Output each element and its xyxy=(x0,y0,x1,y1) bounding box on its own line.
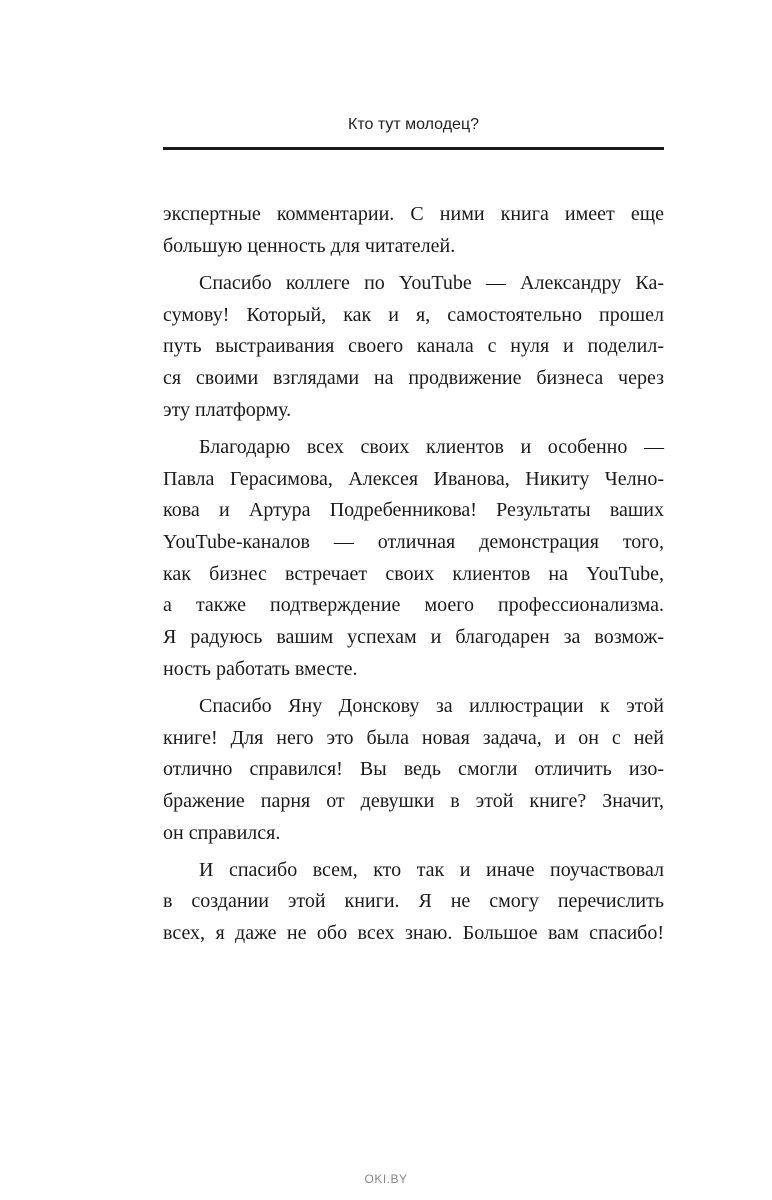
text-line: эту платформу. xyxy=(163,398,292,421)
text-line: Благодарю всех своих клиентов и особенно — xyxy=(199,435,664,458)
text-line: сумову! Который, как и я, самостоятельно прошел xyxy=(163,303,664,326)
text-line: большую ценность для читателей. xyxy=(163,234,456,257)
text-line: экспертные комментарии. С ними книга имеет еще xyxy=(163,203,664,225)
paragraph-5 xyxy=(163,855,664,950)
text-line: книге! Для него это была новая задача, и он с ней xyxy=(163,726,664,749)
text-line: он справился. xyxy=(163,821,281,844)
text-line: ность работать вместе. xyxy=(163,657,358,680)
text-line: как бизнес встречает своих клиентов на YouTube, xyxy=(163,562,664,585)
text-line: ся своими взглядами на продвижение бизнеса через xyxy=(163,366,664,389)
watermark: OKI.BY xyxy=(364,1172,408,1186)
text-line: YouTube-каналов — отличная демонстрация того, xyxy=(163,530,664,553)
text-line: И спасибо всем, кто так и иначе поучаствовал xyxy=(199,858,664,881)
paragraph-1 xyxy=(163,199,664,262)
text-line: Павла Герасимова, Алексея Иванова, Никиту Челно- xyxy=(163,467,664,490)
text-line: Спасибо Яну Донскову за иллюстрации к этой xyxy=(199,694,664,717)
text-line: путь выстраивания своего канала с нуля и поделил- xyxy=(163,335,664,358)
paragraph-3 xyxy=(163,432,664,686)
paragraph-4 xyxy=(163,691,664,849)
body-text xyxy=(163,199,664,955)
text-line: в создании этой книги. Я не смогу перечислить xyxy=(163,890,664,913)
running-title: Кто тут молодец? xyxy=(348,116,479,133)
header-rule xyxy=(163,147,664,150)
text-line: всех, я даже не обо всех знаю. Большое вам спасибо! xyxy=(163,922,664,945)
text-line: а также подтверждение моего профессионализма. xyxy=(163,594,664,617)
text-line: бражение парня от девушки в этой книге? Значит, xyxy=(163,789,664,812)
text-line: кова и Артура Подребенникова! Результаты ваших xyxy=(163,499,664,522)
text-line: Я радуюсь вашим успехам и благодарен за возмож- xyxy=(163,625,664,648)
text-line: Спасибо коллеге по YouTube — Александру Ка- xyxy=(199,271,664,294)
text-line: отлично справился! Вы ведь смогли отличить изо- xyxy=(163,758,664,781)
paragraph-2 xyxy=(163,268,664,426)
